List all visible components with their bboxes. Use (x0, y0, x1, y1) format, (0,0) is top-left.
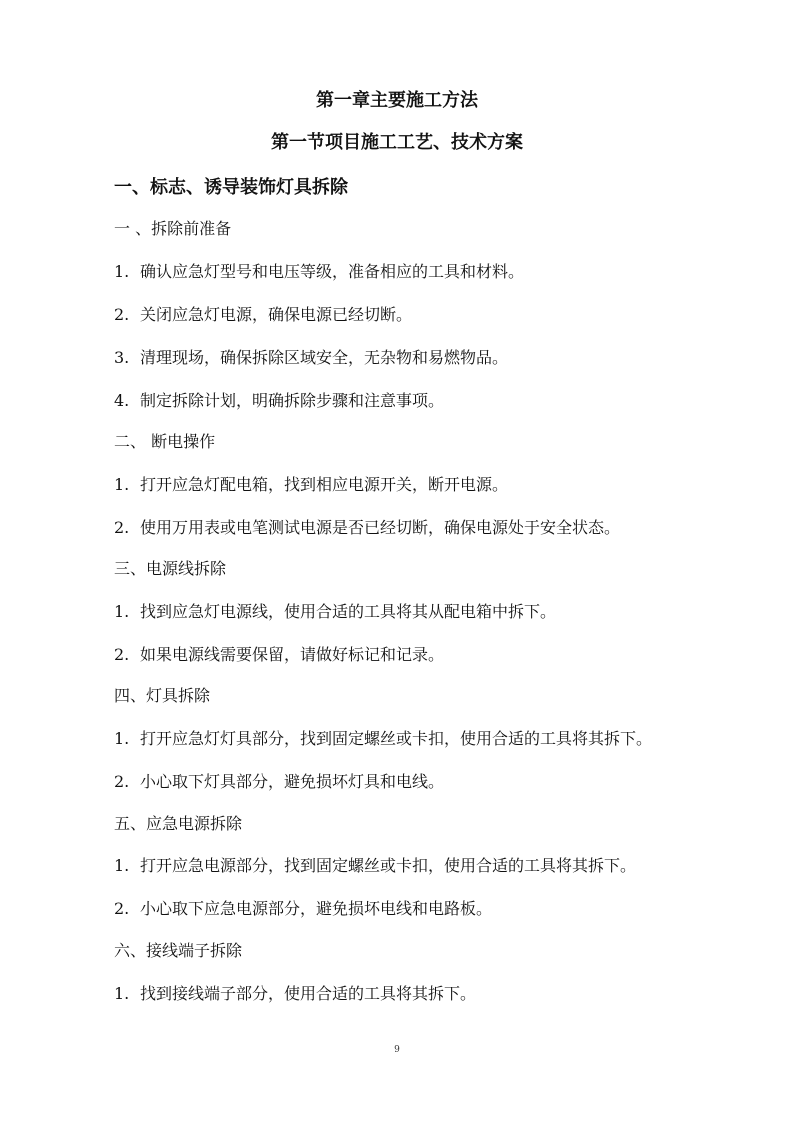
list-item (114, 345, 508, 368)
list-item (114, 302, 412, 325)
chapter-title: 第一章主要施工方法 (316, 90, 478, 111)
page-number: 9 (394, 1045, 400, 1055)
step-heading: 三、电源线拆除 (114, 559, 227, 578)
item-number: 1. (114, 602, 130, 621)
item-text: 制定拆除计划，明确拆除步骤和注意事项。 (140, 391, 445, 410)
item-number: 1. (114, 475, 130, 494)
list-item (114, 259, 524, 282)
part-title: 一、标志、诱导装饰灯具拆除 (114, 177, 348, 198)
item-text: 打开应急电源部分，找到固定螺丝或卡扣，使用合适的工具将其拆下。 (140, 856, 637, 875)
list-item (114, 896, 492, 919)
item-number: 1. (114, 729, 130, 748)
item-text: 使用万用表或电笔测试电源是否已经切断，确保电源处于安全状态。 (140, 518, 621, 537)
item-number: 2. (114, 772, 130, 791)
item-text: 打开应急灯配电箱，找到相应电源开关，断开电源。 (140, 475, 509, 494)
list-item (114, 472, 508, 495)
item-number: 2. (114, 899, 130, 918)
item-text: 清理现场，确保拆除区域安全，无杂物和易燃物品。 (140, 348, 509, 367)
step-heading: 一 、拆除前准备 (114, 219, 232, 238)
item-text: 关闭应急灯电源，确保电源已经切断。 (140, 305, 413, 324)
item-number: 2. (114, 645, 130, 664)
list-item (114, 726, 652, 749)
item-number: 2. (114, 305, 130, 324)
item-text: 打开应急灯灯具部分，找到固定螺丝或卡扣，使用合适的工具将其拆下。 (140, 729, 653, 748)
step-heading: 二、 断电操作 (114, 432, 216, 451)
item-number: 4. (114, 391, 130, 410)
list-item (114, 599, 556, 622)
step-heading: 六、接线端子拆除 (114, 941, 243, 960)
list-item (114, 388, 444, 411)
item-text: 找到应急灯电源线，使用合适的工具将其从配电箱中拆下。 (140, 602, 557, 621)
item-text: 小心取下应急电源部分，避免损坏电线和电路板。 (140, 899, 493, 918)
step-heading: 五、应急电源拆除 (114, 814, 243, 833)
list-item (114, 515, 620, 538)
item-text: 如果电源线需要保留，请做好标记和记录。 (140, 645, 445, 664)
list-item (114, 981, 476, 1004)
item-number: 3. (114, 348, 130, 367)
item-text: 确认应急灯型号和电压等级，准备相应的工具和材料。 (140, 262, 525, 281)
item-text: 小心取下灯具部分，避免损坏灯具和电线。 (140, 772, 445, 791)
section-title: 第一节项目施工工艺、技术方案 (271, 132, 523, 153)
item-number: 2. (114, 518, 130, 537)
list-item (114, 642, 444, 665)
item-text: 找到接线端子部分，使用合适的工具将其拆下。 (140, 984, 477, 1003)
list-item (114, 853, 636, 876)
item-number: 1. (114, 856, 130, 875)
item-number: 1. (114, 262, 130, 281)
item-number: 1. (114, 984, 130, 1003)
step-heading: 四、灯具拆除 (114, 686, 211, 705)
list-item (114, 769, 444, 792)
